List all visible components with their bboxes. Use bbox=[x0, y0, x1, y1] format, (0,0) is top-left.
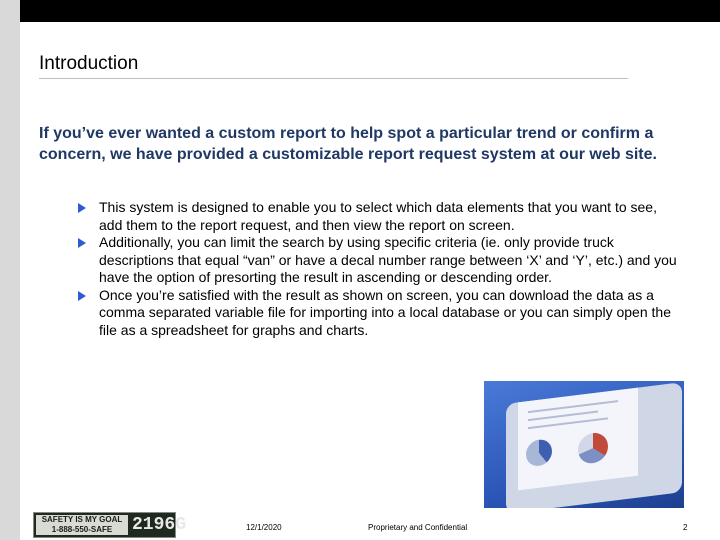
title-divider bbox=[39, 78, 628, 79]
bullet-item bbox=[78, 234, 678, 287]
bullet-text: This system is designed to enable you to select which data elements that you want to see, add them to the report request, and then view the report on screen. bbox=[99, 199, 657, 233]
pie-chart-icon bbox=[578, 431, 608, 465]
pie-chart-icon bbox=[526, 438, 552, 467]
top-header-bar bbox=[20, 0, 720, 22]
slide-title: Introduction bbox=[39, 53, 139, 74]
footer-page-number: 2 bbox=[683, 523, 688, 532]
logo-number: 2196G bbox=[132, 515, 187, 535]
safety-logo bbox=[33, 512, 187, 538]
left-accent-bar bbox=[0, 0, 20, 540]
screen-line bbox=[528, 400, 618, 413]
bullet-list bbox=[78, 199, 678, 339]
triangle-right-icon bbox=[78, 291, 86, 301]
logo-line2: 1-888-550-SAFE bbox=[51, 525, 113, 534]
bullet-text: Once you’re satisfied with the result as shown on screen, you can download the data as a comma separated variable file for importing into a local database or you can simply open the file as a spreadsheet for graphs and charts. bbox=[99, 286, 671, 338]
bullet-text: Additionally, you can limit the search by using specific criteria (ie. only provide truck descriptions that equal “van” or have a decal number range between ‘X’ and ‘Y’, etc.) and you have the option of presorting the result in ascending or descending order. bbox=[99, 234, 677, 285]
bullet-item bbox=[78, 199, 678, 234]
monitor-screen bbox=[518, 388, 638, 491]
lead-paragraph: If you’ve ever wanted a custom report to help spot a particular trend or confirm a concern, we have provided a customizable report request system at our web site. bbox=[39, 125, 657, 163]
triangle-right-icon bbox=[78, 203, 86, 213]
triangle-right-icon bbox=[78, 238, 86, 248]
footer-confidential: Proprietary and Confidential bbox=[368, 523, 468, 532]
logo-text-block bbox=[36, 515, 128, 535]
logo-line1: SAFETY IS MY GOAL bbox=[41, 515, 123, 524]
computer-monitor-photo bbox=[484, 381, 684, 508]
footer-date: 12/1/2020 bbox=[246, 523, 282, 532]
bullet-item bbox=[78, 287, 678, 340]
